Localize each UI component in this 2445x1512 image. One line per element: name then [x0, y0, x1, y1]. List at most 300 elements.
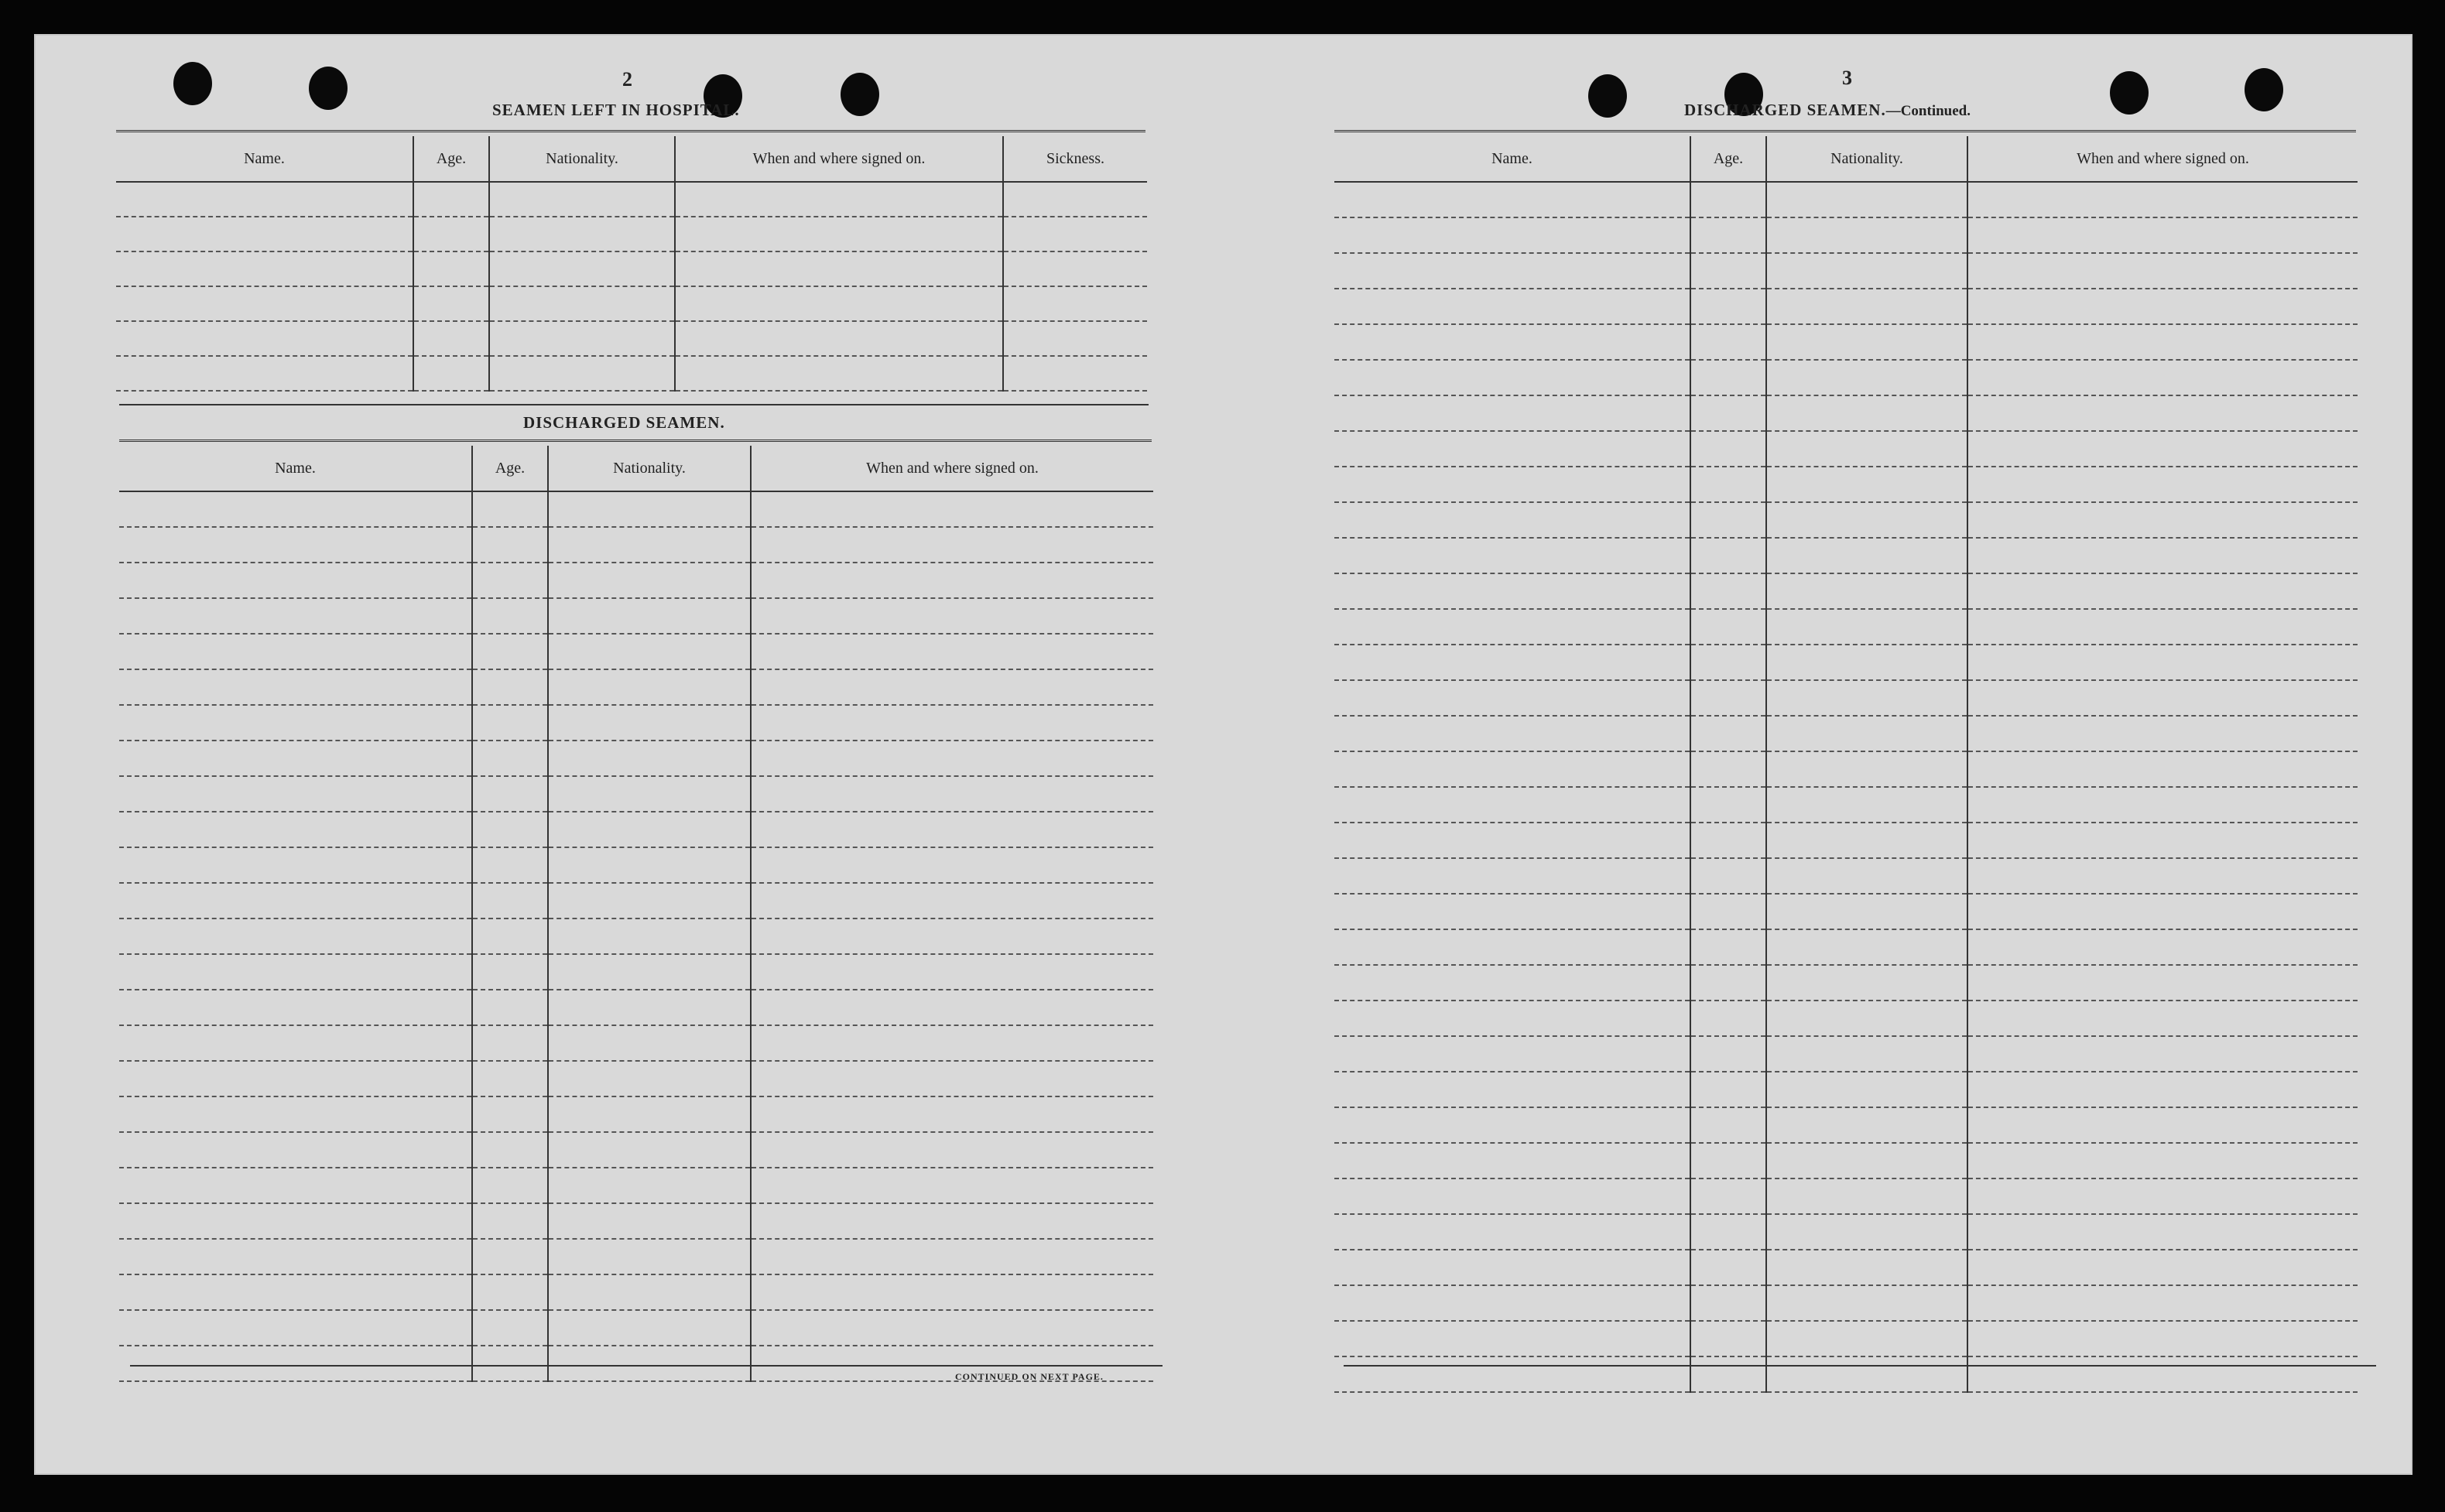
ledger-cell — [751, 705, 1153, 741]
ledger-cell — [472, 1061, 548, 1096]
ledger-cell — [1967, 823, 2358, 858]
ledger-row — [1334, 1250, 2358, 1285]
ledger-cell — [119, 491, 472, 527]
ledger-cell — [548, 741, 751, 776]
ledger-cell — [1766, 395, 1967, 431]
ledger-cell — [1334, 1356, 1690, 1392]
ledger-cell — [1967, 395, 2358, 431]
ledger-cell — [1967, 324, 2358, 360]
ledger-row — [119, 669, 1153, 705]
ledger-row — [119, 883, 1153, 918]
ledger-row — [1334, 360, 2358, 395]
ledger-cell — [548, 563, 751, 598]
ledger-row — [1334, 538, 2358, 573]
ledger-cell — [1690, 324, 1766, 360]
ledger-sheet — [34, 34, 2412, 1475]
ledger-cell — [1967, 431, 2358, 467]
ledger-cell — [1690, 751, 1766, 787]
ledger-row — [119, 1310, 1153, 1346]
ledger-cell — [1334, 1250, 1690, 1285]
ledger-cell — [1334, 1143, 1690, 1178]
hospital-table-body — [116, 182, 1147, 391]
ledger-row — [119, 491, 1153, 527]
ledger-cell — [1967, 253, 2358, 289]
ledger-cell — [1766, 823, 1967, 858]
ledger-cell — [1690, 395, 1766, 431]
ledger-cell — [1967, 858, 2358, 894]
ledger-cell — [1766, 573, 1967, 609]
ledger-cell — [548, 776, 751, 812]
ledger-cell — [1967, 467, 2358, 502]
ledger-cell — [1690, 1036, 1766, 1072]
ledger-cell — [119, 990, 472, 1025]
ledger-cell — [472, 847, 548, 883]
title-rule — [119, 440, 1152, 443]
ledger-cell — [1690, 538, 1766, 573]
ledger-cell — [1334, 1285, 1690, 1321]
ledger-cell — [548, 1025, 751, 1061]
ledger-row — [119, 1203, 1153, 1239]
ledger-row — [116, 182, 1147, 217]
ledger-cell — [1690, 217, 1766, 253]
ledger-cell — [1967, 573, 2358, 609]
ledger-cell — [116, 321, 413, 356]
ledger-cell — [1766, 324, 1967, 360]
ledger-cell — [472, 705, 548, 741]
ledger-cell — [1766, 929, 1967, 965]
column-header-age: Age. — [1690, 136, 1766, 182]
ledger-row — [1334, 573, 2358, 609]
ledger-cell — [675, 217, 1003, 251]
ledger-row — [1334, 502, 2358, 538]
ledger-row — [1334, 1072, 2358, 1107]
ledger-cell — [489, 182, 675, 217]
ledger-cell — [413, 182, 489, 217]
ledger-cell — [751, 918, 1153, 954]
ledger-cell — [1766, 431, 1967, 467]
ledger-cell — [1967, 1178, 2358, 1214]
ledger-row — [1334, 1001, 2358, 1036]
ledger-cell — [472, 1310, 548, 1346]
ledger-cell — [1766, 1072, 1967, 1107]
ledger-cell — [1334, 324, 1690, 360]
ledger-cell — [751, 776, 1153, 812]
ledger-cell — [1690, 1214, 1766, 1250]
ledger-cell — [472, 1346, 548, 1381]
ledger-cell — [472, 669, 548, 705]
ledger-cell — [1690, 1072, 1766, 1107]
continued-note: CONTINUED ON NEXT PAGE. — [955, 1371, 1104, 1382]
ledger-cell — [1334, 502, 1690, 538]
ledger-row — [1334, 395, 2358, 431]
ledger-cell — [548, 990, 751, 1025]
ledger-row — [116, 251, 1147, 286]
ledger-cell — [472, 527, 548, 563]
ledger-row — [119, 634, 1153, 669]
ledger-row — [1334, 823, 2358, 858]
ledger-cell — [548, 1096, 751, 1132]
ledger-cell — [119, 1239, 472, 1274]
ledger-row — [119, 598, 1153, 634]
ledger-cell — [1766, 1036, 1967, 1072]
ledger-row — [1334, 253, 2358, 289]
ledger-cell — [548, 918, 751, 954]
ledger-cell — [751, 1168, 1153, 1203]
ledger-row — [1334, 1214, 2358, 1250]
ledger-cell — [1334, 894, 1690, 929]
ledger-cell — [1766, 716, 1967, 751]
ledger-cell — [1967, 787, 2358, 823]
ledger-cell — [472, 918, 548, 954]
ledger-cell — [472, 990, 548, 1025]
ledger-cell — [1334, 1321, 1690, 1356]
ledger-cell — [548, 598, 751, 634]
ledger-cell — [1766, 1321, 1967, 1356]
ledger-cell — [119, 598, 472, 634]
column-header-sickness: Sickness. — [1003, 136, 1147, 182]
ledger-row — [116, 286, 1147, 321]
ledger-cell — [675, 356, 1003, 391]
ledger-cell — [1334, 858, 1690, 894]
ledger-cell — [1334, 253, 1690, 289]
ledger-cell — [548, 669, 751, 705]
ledger-cell — [751, 990, 1153, 1025]
ledger-cell — [1690, 253, 1766, 289]
ledger-cell — [1967, 1214, 2358, 1250]
ledger-cell — [472, 598, 548, 634]
ledger-cell — [751, 847, 1153, 883]
ledger-cell — [119, 563, 472, 598]
ledger-cell — [1334, 217, 1690, 253]
ledger-cell — [1690, 1321, 1766, 1356]
ledger-cell — [1334, 929, 1690, 965]
ledger-cell — [472, 634, 548, 669]
ledger-cell — [1334, 965, 1690, 1001]
ledger-cell — [548, 1132, 751, 1168]
ledger-cell — [472, 1239, 548, 1274]
ledger-cell — [548, 491, 751, 527]
title-rule — [1334, 130, 2356, 134]
ledger-cell — [1334, 1001, 1690, 1036]
ledger-cell — [472, 1096, 548, 1132]
ledger-cell — [1766, 751, 1967, 787]
ledger-cell — [1967, 894, 2358, 929]
ledger-cell — [1690, 823, 1766, 858]
bottom-rule — [130, 1365, 1163, 1367]
ledger-cell — [1967, 929, 2358, 965]
ledger-cell — [489, 356, 675, 391]
ledger-cell — [751, 1096, 1153, 1132]
ledger-row — [1334, 609, 2358, 645]
ledger-cell — [1003, 356, 1147, 391]
ledger-cell — [1766, 965, 1967, 1001]
ledger-row — [1334, 1143, 2358, 1178]
ledger-cell — [1334, 467, 1690, 502]
ledger-cell — [119, 812, 472, 847]
ledger-cell — [472, 776, 548, 812]
ledger-cell — [1967, 1250, 2358, 1285]
ledger-row — [119, 776, 1153, 812]
ledger-cell — [1967, 360, 2358, 395]
ledger-cell — [1967, 182, 2358, 217]
ledger-cell — [1967, 1356, 2358, 1392]
ledger-cell — [1766, 360, 1967, 395]
ledger-row — [1334, 858, 2358, 894]
ledger-cell — [1690, 645, 1766, 680]
ledger-cell — [119, 1168, 472, 1203]
ledger-cell — [1967, 1036, 2358, 1072]
page-number: 3 — [1842, 67, 1853, 89]
ledger-cell — [1690, 965, 1766, 1001]
bottom-rule — [1344, 1365, 2376, 1367]
ledger-cell — [489, 321, 675, 356]
ledger-cell — [1003, 217, 1147, 251]
ledger-cell — [751, 883, 1153, 918]
ledger-cell — [1334, 751, 1690, 787]
ledger-cell — [675, 251, 1003, 286]
ledger-cell — [1766, 894, 1967, 929]
hospital-table — [116, 136, 1147, 392]
ledger-row — [119, 1274, 1153, 1310]
ledger-cell — [119, 1274, 472, 1310]
ledger-row — [1334, 467, 2358, 502]
ledger-cell — [1690, 467, 1766, 502]
ledger-cell — [1003, 286, 1147, 321]
ledger-cell — [1766, 1143, 1967, 1178]
ledger-cell — [1766, 182, 1967, 217]
ledger-cell — [1967, 538, 2358, 573]
ledger-cell — [1967, 1143, 2358, 1178]
ledger-cell — [116, 251, 413, 286]
ledger-row — [1334, 1285, 2358, 1321]
ledger-cell — [548, 883, 751, 918]
ledger-cell — [1690, 894, 1766, 929]
ledger-cell — [489, 217, 675, 251]
left-page — [34, 34, 1223, 1475]
ledger-cell — [413, 356, 489, 391]
ledger-row — [1334, 1107, 2358, 1143]
ledger-row — [1334, 1178, 2358, 1214]
ledger-cell — [1690, 431, 1766, 467]
ledger-cell — [119, 847, 472, 883]
ledger-cell — [1967, 645, 2358, 680]
ledger-row — [1334, 894, 2358, 929]
ledger-cell — [751, 1132, 1153, 1168]
ledger-row — [1334, 324, 2358, 360]
ledger-cell — [1766, 253, 1967, 289]
ledger-cell — [472, 1025, 548, 1061]
ledger-row — [1334, 217, 2358, 253]
ledger-cell — [1334, 360, 1690, 395]
ledger-cell — [472, 883, 548, 918]
ledger-cell — [119, 1025, 472, 1061]
ledger-cell — [548, 1274, 751, 1310]
ledger-cell — [1766, 217, 1967, 253]
ledger-cell — [1003, 321, 1147, 356]
ledger-cell — [489, 286, 675, 321]
ledger-cell — [1766, 787, 1967, 823]
ledger-cell — [751, 669, 1153, 705]
ledger-cell — [119, 705, 472, 741]
ledger-cell — [1766, 538, 1967, 573]
column-header-signed-on: When and where signed on. — [675, 136, 1003, 182]
ledger-cell — [1766, 467, 1967, 502]
ledger-cell — [1766, 1214, 1967, 1250]
ledger-cell — [751, 527, 1153, 563]
title-rule — [116, 130, 1145, 134]
ledger-row — [119, 741, 1153, 776]
ledger-cell — [751, 1239, 1153, 1274]
ledger-cell — [1003, 251, 1147, 286]
ledger-cell — [751, 598, 1153, 634]
ledger-cell — [1334, 787, 1690, 823]
ledger-cell — [1766, 1356, 1967, 1392]
ledger-cell — [1334, 1072, 1690, 1107]
ledger-cell — [1690, 1178, 1766, 1214]
ledger-cell — [1766, 858, 1967, 894]
ledger-row — [1334, 1321, 2358, 1356]
ledger-row — [1334, 751, 2358, 787]
ledger-row — [1334, 787, 2358, 823]
ledger-row — [1334, 929, 2358, 965]
ledger-cell — [119, 954, 472, 990]
section-title-hospital: SEAMEN LEFT IN HOSPITAL. — [492, 101, 740, 119]
discharged-table-body — [119, 491, 1153, 1381]
page-number: 2 — [622, 68, 633, 91]
ledger-row — [1334, 965, 2358, 1001]
ledger-cell — [1766, 645, 1967, 680]
ledger-cell — [751, 1274, 1153, 1310]
ledger-cell — [1967, 289, 2358, 324]
ledger-cell — [1690, 609, 1766, 645]
ledger-cell — [548, 1203, 751, 1239]
ledger-cell — [548, 1310, 751, 1346]
ledger-row — [119, 527, 1153, 563]
ledger-row — [119, 1061, 1153, 1096]
ledger-row — [119, 1168, 1153, 1203]
ledger-cell — [1690, 182, 1766, 217]
title-main: DISCHARGED SEAMEN. — [1684, 101, 1886, 119]
ledger-row — [119, 918, 1153, 954]
ledger-row — [119, 705, 1153, 741]
ledger-cell — [116, 217, 413, 251]
ledger-cell — [1334, 289, 1690, 324]
ledger-cell — [1766, 1178, 1967, 1214]
ledger-cell — [1690, 360, 1766, 395]
ledger-row — [119, 1132, 1153, 1168]
ledger-cell — [1766, 609, 1967, 645]
ledger-row — [1334, 182, 2358, 217]
ledger-cell — [1967, 716, 2358, 751]
section-title-discharged: DISCHARGED SEAMEN. — [523, 413, 725, 432]
ledger-cell — [116, 286, 413, 321]
discharged-table — [119, 446, 1153, 1382]
ledger-cell — [548, 1061, 751, 1096]
ledger-cell — [1766, 1285, 1967, 1321]
ledger-row — [1334, 680, 2358, 716]
ledger-cell — [1766, 289, 1967, 324]
ledger-cell — [472, 1274, 548, 1310]
ledger-cell — [1334, 1107, 1690, 1143]
ledger-cell — [1967, 1001, 2358, 1036]
ledger-cell — [413, 286, 489, 321]
ledger-cell — [1690, 1285, 1766, 1321]
ledger-cell — [1967, 965, 2358, 1001]
title-suffix: —Continued. — [1885, 103, 1971, 119]
ledger-cell — [1690, 1001, 1766, 1036]
ledger-cell — [548, 634, 751, 669]
ledger-cell — [119, 634, 472, 669]
ledger-cell — [116, 356, 413, 391]
ledger-cell — [1766, 1250, 1967, 1285]
ledger-cell — [1690, 1356, 1766, 1392]
ledger-row — [119, 954, 1153, 990]
ledger-cell — [1967, 1321, 2358, 1356]
ledger-cell — [1334, 1178, 1690, 1214]
section-divider — [119, 404, 1149, 405]
ledger-cell — [1690, 787, 1766, 823]
ledger-cell — [675, 286, 1003, 321]
ledger-cell — [1967, 502, 2358, 538]
ledger-cell — [1334, 645, 1690, 680]
discharged-continued-table — [1334, 136, 2358, 1393]
column-header-nationality: Nationality. — [548, 446, 751, 491]
ledger-cell — [489, 251, 675, 286]
ledger-row — [119, 1025, 1153, 1061]
ledger-row — [1334, 431, 2358, 467]
ledger-cell — [1690, 289, 1766, 324]
ledger-cell — [1334, 1214, 1690, 1250]
ledger-cell — [472, 563, 548, 598]
ledger-cell — [548, 527, 751, 563]
ledger-cell — [1003, 182, 1147, 217]
ledger-cell — [472, 491, 548, 527]
ledger-row — [1334, 1036, 2358, 1072]
right-page — [1223, 34, 2412, 1475]
column-header-signed-on: When and where signed on. — [751, 446, 1153, 491]
ledger-cell — [1334, 609, 1690, 645]
ledger-cell — [472, 1203, 548, 1239]
ledger-cell — [1766, 680, 1967, 716]
ledger-cell — [119, 883, 472, 918]
column-header-nationality: Nationality. — [1766, 136, 1967, 182]
ledger-cell — [1334, 716, 1690, 751]
ledger-cell — [675, 321, 1003, 356]
ledger-cell — [472, 1132, 548, 1168]
ledger-cell — [413, 251, 489, 286]
ledger-cell — [119, 776, 472, 812]
ledger-cell — [1690, 1143, 1766, 1178]
ledger-cell — [119, 1061, 472, 1096]
ledger-row — [1334, 289, 2358, 324]
ledger-cell — [548, 847, 751, 883]
ledger-cell — [1690, 716, 1766, 751]
ledger-cell — [1967, 1107, 2358, 1143]
ledger-cell — [1766, 1001, 1967, 1036]
ledger-row — [1334, 716, 2358, 751]
ledger-cell — [751, 563, 1153, 598]
ledger-cell — [548, 812, 751, 847]
ledger-cell — [119, 1346, 472, 1381]
ledger-cell — [119, 918, 472, 954]
column-header-age: Age. — [413, 136, 489, 182]
ledger-cell — [751, 812, 1153, 847]
ledger-cell — [1690, 680, 1766, 716]
column-header-signed-on: When and where signed on. — [1967, 136, 2358, 182]
discharged-continued-body — [1334, 182, 2358, 1392]
ledger-row — [119, 1239, 1153, 1274]
ledger-cell — [751, 741, 1153, 776]
